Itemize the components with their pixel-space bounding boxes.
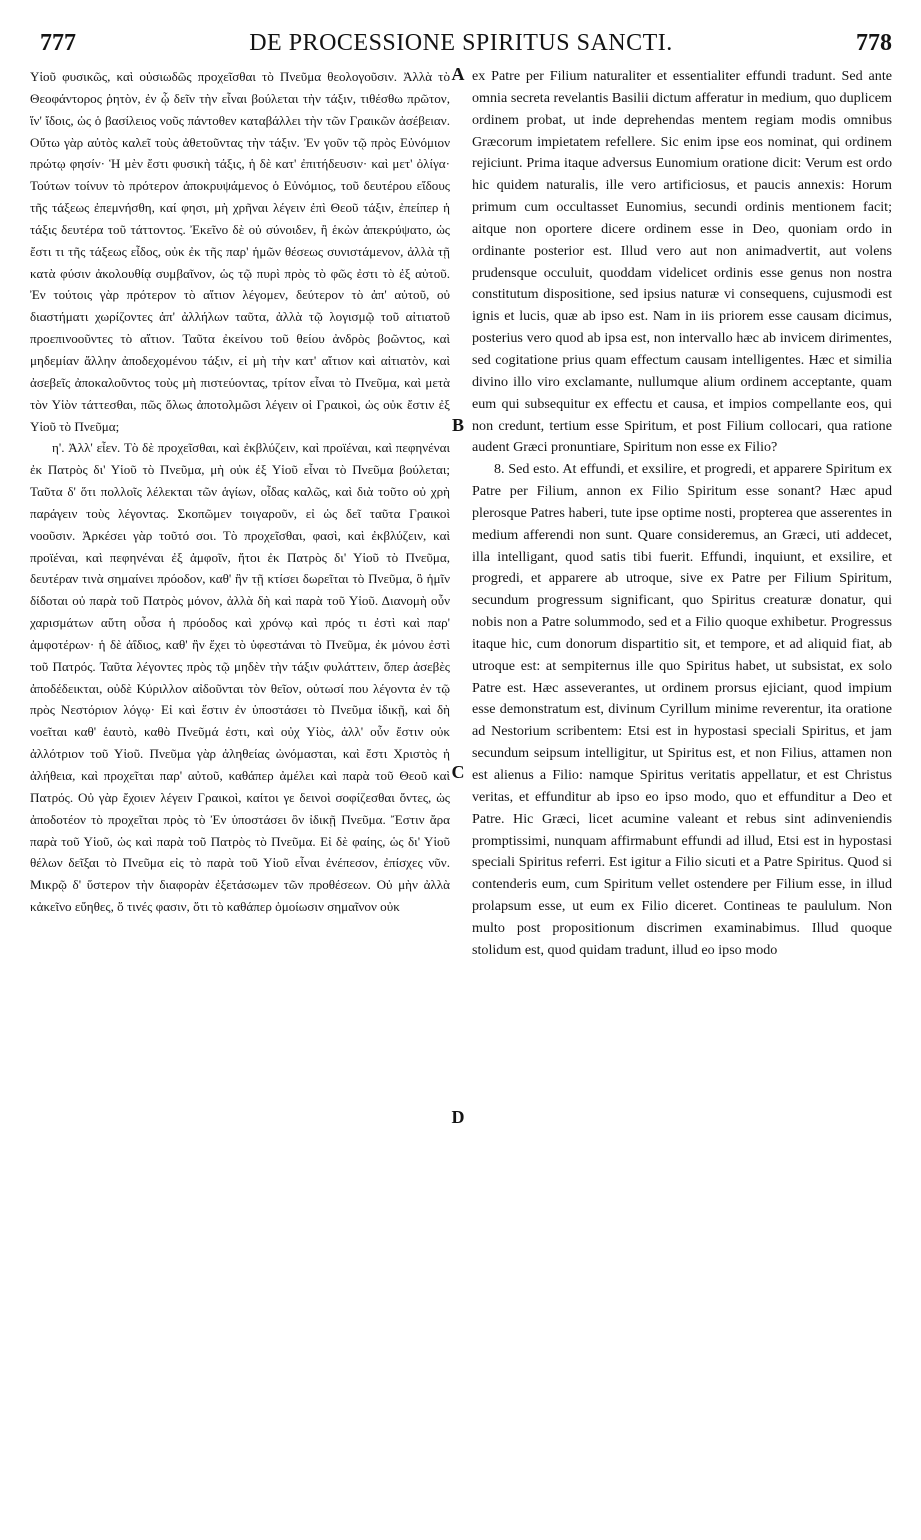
margin-letter-b: B <box>451 415 464 435</box>
latin-column <box>472 66 892 1526</box>
margin-letter-d: D <box>451 1107 465 1127</box>
page-number-left: 777 <box>40 30 76 56</box>
margin-letter-a: A <box>451 64 465 84</box>
page-header <box>30 30 892 64</box>
latin-paragraph: ex Patre per Filium naturaliter et essentialiter effundi tradunt. Sed ante omnia secreta revelantis Basilii dictum afferatur in medium, quo duplicem ordinem probat, ut inde deprehendas mentem regiam modis omnibus Græcorum impietatem refellere. Sic enim ipse eos nominat, qui ordinem rejiciunt. Prima itaque adversus Eunomium oratione dicit: Verum est ordo hic quidem naturalis, ille vero artificiosus, et paucis annexis: Horum primum cum occultasset Eunomius, secundi ordinis mentionem facit; aitque non oportere dicere ordinem esse in Deo, quoniam ordo in ordinante posterior est. Illud vero aut non animadvertit, aut volens prudensque occuluit, quoddam videlicet ordinis esse genus non nostra constitutum dispositione, sed ipsius naturæ vi consequens, cujusmodi est ignis et lucis, quæ ab ipso est. Nam in iis priorem esse causam dicimus, posterius vero quod ab ipsa est, non intervallo hæc ab invicem dirimentes, sed cogitatione prius quam effectum causam intelligentes. Hæc et similia divino illo viro exclamante, nullumque alium ordinem acceptante, quam eum qui subsequitur ex effectu et causa, et impios compellante eos, qui non credunt, tertium esse Spiritum, et post Filium collocari, qua ratione audent Græci pronuntiare, Spiritum non esse ex Filio? <box>472 68 892 456</box>
latin-paragraph: 8. Sed esto. At effundi, et exsilire, et progredi, et apparere Spiritum ex Patre per Filium, annon ex Filio Spiritum esse sonant? Hæc apud plerosque Patres haberi, tute ipse optime nosti, propterea que asserentes in medium afferendi non sunt. Quare consideremus, an Græci, uti addecet, illa intelligant, quod satis tibi fuerit. Effundi, inquiunt, et exsilire, et progredi, et apparere ab utroque, sive ex Patre per Filium Spiritum, secundum progressum significant, quo Spiritus creaturæ donatur, qui nobis non a Patre solummodo, sed et a Filio quoque exhibetur. Progressus itaque hic, cum donorum dispartitio sit, et tempore, et ad aliquid fiat, ab utroque est: at sempiternus ille quo Spiritus habet, ut subsistat, ex solo Patre est. Hæc asseverantes, ut ordinem prorsus ejiciant, quod impium esse demonstratum est, divinum Cyrillum minime reverentur, ita oratione ad Nestorium scribentem: Etsi est in hypostasi speciali Spiritus, et jam secundum seipsum intelligitur, ut Spiritus est, et non Filius, attamen non est alienus a Filio: namque Spiritus veritatis appellatur, et est Christus veritas, et effunditur ab ipso eo ipso modo, quo et effunditur a Deo et Patre. Hic Græci, licet acumine valeant et rebus sint adinveniendis promptissimi, nunquam affirmabunt effundi ad illud, Etsi est in hypostasi speciali Spiritus referri. Est igitur a Filio sicuti et a Patre Spiritus. Quod si contenderis eum, cum Spiritum vellet ostendere per Filium esse, in illud prolapsum esse, ut eum ex Filio diceret. Contineas te paululum. Non multo post propositionum discrimen examinabimus. Illud quoque stolidum est, quod quidam tradunt, illud eo ipso modo <box>472 461 892 958</box>
greek-paragraph: Υἱοῦ φυσικῶς, καὶ οὐσιωδῶς προχεῖσθαι τὸ Πνεῦμα θεολογοῦσιν. Ἀλλὰ τὸ Θεοφάντορος ῥητὸν, ἐν ᾧ δεῖν τὴν εἶναι βούλεται τὴν τάξιν, τιθέσθω πρῶτον, ἵν' ἴδοις, ὡς ὁ βασίλειος νοῦς πάντοθεν καταβάλλει τὴν τῶν Γραικῶν ἀσέβειαν. Οὕτω γὰρ αὐτὸς καλεῖ τοὺς ἀθετοῦντας τὴν τάξιν. Ἐν γοῦν τῷ πρὸς Εὐνόμιον πρώτῳ φησίν· Ἡ μὲν ἔστι φυσικὴ τάξις, ἡ δὲ κατ' ἐπιτήδευσιν· καὶ μετ' ὀλίγα· Τούτων τοίνυν τὸ πρότερον ἀποκρυψάμενος ὁ Εὐνόμιος, τοῦ δευτέρου εἴδους τῆς τάξεως ἐπεμνήσθη, καί φησι, μὴ χρῆναι λέγειν ἐπὶ Θεοῦ τάξιν, ἐπείπερ ἡ τάξις δευτέρα τοῦ τάττοντος. Ἐκεῖνο δὲ οὐ σύνοιδεν, ἢ ἑκὼν ἀπεκρύψατο, ὡς ἔστι τι τῆς τάξεως εἶδος, οὐκ ἐκ τῆς παρ' ἡμῶν θέσεως συνιστάμενον, ἀλλὰ τῇ κατὰ φύσιν ἀκολουθίᾳ συμβαῖνον, ὡς τῷ πυρὶ πρὸς τὸ φῶς ἐστι τὸ ἐξ αὐτοῦ. Ἐν τούτοις γὰρ πρότερον τὸ αἴτιον λέγομεν, δεύτερον τὸ ἀπ' αὐτοῦ, οὐ διαστήματι χωρίζοντες ἀπ' ἀλλήλων ταῦτα, ἀλλὰ τῷ λογισμῷ τοῦ αἰτιατοῦ προεπινοοῦντες τὸ αἴτιον. Ταῦτα ἐκείνου τοῦ θείου ἀνδρὸς βοῶντος, καὶ μηδεμίαν ἄλλην ἀποδεχομένου τάξιν, εἰ μὴ τὴν κατ' αἴτιον καὶ αἰτιατὸν, καὶ ἀσεβεῖς ἀποκαλοῦντος τοὺς μὴ πιστεύοντας, τρίτον εἶναι τὸ Πνεῦμα, καὶ μετὰ τὸν Υἱὸν τάττεσθαι, πῶς ὅλως ἀποτολμῶσι λέγειν οἱ Γραικοὶ, ὡς οὐκ ἔστιν ἐξ Υἱοῦ τὸ Πνεῦμα; <box>30 69 450 434</box>
running-title: DE PROCESSIONE SPIRITUS SANCTI. <box>249 30 673 56</box>
page-number-right: 778 <box>856 30 892 56</box>
greek-column <box>30 66 450 1526</box>
greek-paragraph: η'. Ἀλλ' εἶεν. Τὸ δὲ προχεῖσθαι, καὶ ἐκβλύζειν, καὶ προϊέναι, καὶ πεφηνέναι ἐκ Πατρὸς δι' Υἱοῦ τὸ Πνεῦμα, μὴ οὐκ ἐξ Υἱοῦ εἶναι τὸ Πνεῦμα βούλεται; Ταῦτα δ' ὅτι πολλοῖς λέλεκται τῶν ἁγίων, οἶδας καλῶς, καὶ διὰ τοῦτο οὐ χρὴ παράγειν τοὺς λέγοντας. Σκοπῶμεν τοιγαροῦν, εἰ ὡς δεῖ ταῦτα Γραικοὶ νοοῦσιν. Ἀρκέσει γὰρ τοῦτό σοι. Τὸ προχεῖσθαι, φασὶ, καὶ ἐκβλύζειν, καὶ προϊέναι, καὶ πεφηνέναι ἐξ ἀμφοῖν, ἤτοι ἐκ Πατρὸς δι' Υἱοῦ τὸ Πνεῦμα, δευτέραν τινὰ σημαίνει πρόοδον, καθ' ἣν τῇ κτίσει δωρεῖται τὸ Πνεῦμα, ὃ ἡμῖν δίδοται οὐ παρὰ τοῦ Πατρὸς μόνον, ἀλλὰ δὴ καὶ παρὰ τοῦ Υἱοῦ. Διανομὴ οὖν χαρισμάτων αὕτη οὖσα ἡ πρόοδος καὶ χρόνῳ καὶ πρός τι ἐστὶ καὶ παρ' ἀμφοτέρων· ἡ δὲ ἀΐδιος, καθ' ἣν ἔχει τὸ ὑφεστάναι τὸ Πνεῦμα, ἐκ μόνου ἐστὶ τοῦ Πατρός. Ταῦτα λέγοντες πρὸς τῷ μηδὲν τὴν τάξιν φυλάττειν, ὅπερ ἀσεβὲς ἀποδέδεικται, οὐδὲ Κύριλλον αἰδοῦνται τὸν θεῖον, οὑτωσί που λέγοντα ἐν τῷ πρὸς Νεστόριον λόγῳ· Εἰ καὶ ἔστιν ἐν ὑποστάσει τὸ Πνεῦμα ἰδικῇ, καὶ δὴ νοεῖται καθ' ἑαυτὸ, καθὸ Πνεῦμά ἐστι, καὶ οὐχ Υἱὸς, ἀλλ' οὖν ἔστιν οὐκ ἀλλότριον τοῦ Υἱοῦ. Πνεῦμα γὰρ ἀληθείας ὠνόμασται, καὶ ἔστι Χριστὸς ἡ ἀλήθεια, καὶ προχεῖται παρ' αὐτοῦ, καθάπερ ἀμέλει καὶ παρὰ τοῦ Θεοῦ καὶ Πατρός. Οὐ γὰρ ἔχοιεν λέγειν Γραικοὶ, καίτοι γε δεινοὶ σοφίζεσθαι ὄντες, ὡς ἀποδοτέον τὸ προχεῖται πρὸς τὸ Ἐν ὑποστάσει ὂν ἰδικῇ Πνεῦμα. Ἔστιν ἄρα παρὰ τοῦ Υἱοῦ, ὡς καὶ παρὰ τοῦ Πατρὸς τὸ Πνεῦμα. Εἰ δὲ φαίης, ὡς δι' Υἱοῦ θέλων δεῖξαι τὸ Πνεῦμα εἰς τὸ παρὰ τοῦ Υἱοῦ εἶναι ἐνέπεσον, ἐπίσχες νῦν. Μικρῷ δ' ὕστερον τὴν διαφορὰν ἐξετάσωμεν τῶν προθέσεων. Οὐ μὴν ἀλλὰ κἀκεῖνο εὔηθες, ὅ τινές φασιν, ὅτι τὸ καθάπερ ὁμοίωσιν σημαῖνον οὐκ <box>30 440 450 915</box>
margin-letter-c: C <box>451 762 465 782</box>
